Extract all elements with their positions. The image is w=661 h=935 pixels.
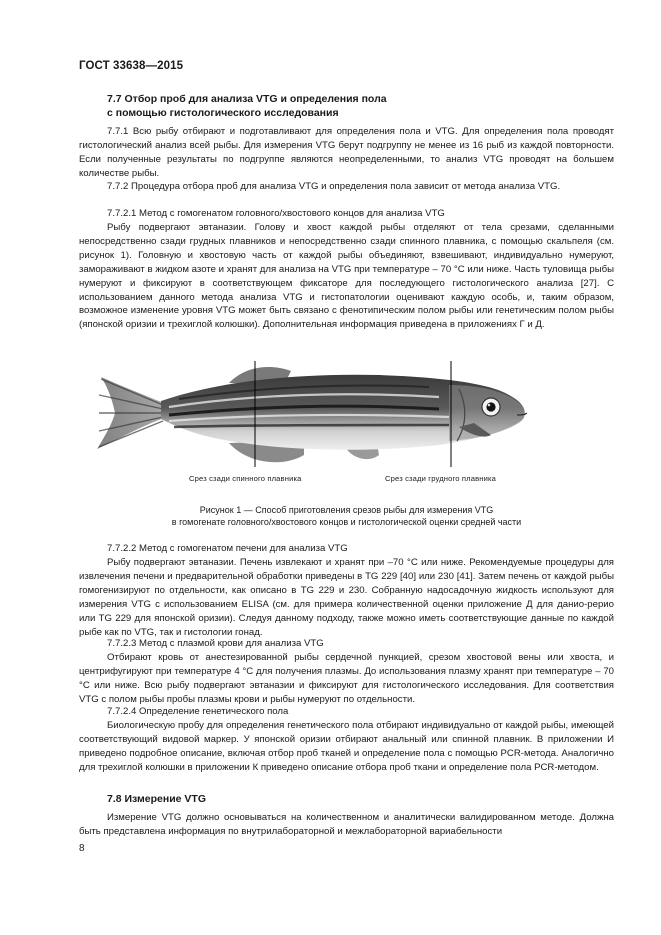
heading-7-7-2-3: 7.7.2.3 Метод с плазмой крови для анализа VTG (107, 638, 324, 649)
label-dorsal-cut: Срез сзади спинного плавника (189, 474, 302, 483)
paragraph-7-7-1: 7.7.1 Всю рыбу отбирают и подготавливают для определения пола и VTG. Для определения пола проводят гистологический анализ всей рыбы. Для измерения VTG берут подгруппу не менее из 16 рыб из каждой повторности. Если полученные результаты по подгруппе являются неопределенными, то анализ VTG проводят на большем количестве рыбы. (79, 126, 614, 179)
fish-illustration (79, 355, 614, 500)
section-title-7-8: 7.8 Измерение VTG (107, 793, 207, 805)
section-title-line-1: 7.7 Отбор проб для анализа VTG и определения пола (107, 93, 387, 105)
heading-7-7-2-4: 7.7.2.4 Определение генетического пола (107, 706, 289, 717)
label-pectoral-cut: Срез сзади грудного плавника (385, 474, 497, 483)
paragraph-7-8: Измерение VTG должно основываться на количественном и аналитически валидированном методе. Должна быть представлена информация по внутрилабораторной и межлабораторной вариабельности (79, 812, 614, 837)
figure-1 (79, 355, 614, 500)
page-number: 8 (79, 843, 85, 854)
paragraph-liver-method: Рыбу подвергают эвтаназии. Печень извлекают и хранят при –70 °С или ниже. Рекомендуемые процедуры для извлечения печени и предварительной обработки приведены в TG 229 [40] или 230 [41]. Затем печень от каждой рыбы гомогенизируют по отдельности, как описано в TG 229 и 230. Собранную надосадочную жидкость используют для измерения VTG с использованием ELISA (см. для примера количественной оценки приложение Д для данио-рерио или TG 229 для японской оризии). Следуя данному подходу, также можно иметь соответствующие данные по каждой рыбе как по VTG, так и гистологии гонад. (79, 557, 614, 638)
heading-7-7-2-1: 7.7.2.1 Метод с гомогенатом головного/хвостового концов для анализа VTG (107, 208, 445, 219)
paragraph-genetic-sex: Биологическую пробу для определения генетического пола отбирают индивидуально от каждой рыбы, имеющей соответствующий видовой маркер. У японской оризии отбирают анальный или спинной плавник. В приложении И приведено подробное описание, включая отбор проб тканей и определение пола с помощью PCR-метода. Аналогично для трехиглой колюшки в приложении К приведено описание отбора проб ткани и определение пола PCR-методом. (79, 720, 614, 773)
paragraph-plasma-method: Отбирают кровь от анестезированной рыбы сердечной пункцией, срезом хвостовой вены или хвоста, и центрифугируют при температуре 4 °С для получения плазмы. До использования плазму хранят при температуре – 70 °С или ниже. Всю рыбу подвергают эвтаназии и фиксируют для гистологического исследования. Для соответствия VTG с полом рыбы пробы плазмы крови и рыбы нумеруют по отдельности. (79, 652, 614, 705)
heading-7-7-2-2: 7.7.2.2 Метод с гомогенатом печени для анализа VTG (107, 543, 348, 554)
section-title-7-7 (107, 92, 607, 120)
caption-line-2: в гомогенате головного/хвостового концов и гистологической оценки средней части (171, 517, 522, 527)
figure-caption (79, 504, 614, 528)
caption-line-1: Рисунок 1 — Способ приготовления срезов рыбы для измерения VTG (199, 505, 494, 515)
paragraph-7-7-2: 7.7.2 Процедура отбора проб для анализа VTG и определения пола зависит от метода анализа VTG. (107, 181, 561, 192)
document-id: ГОСТ 33638—2015 (79, 60, 184, 72)
section-title-line-2: с помощью гистологического исследования (107, 107, 339, 119)
paragraph-head-tail-method: Рыбу подвергают эвтаназии. Голову и хвост каждой рыбы отделяют от тела срезами, сделанными непосредственно сзади грудных плавников и непосредственно сзади спинного плавника, с помощью скальпеля (см. рисунок 1). Головную и хвостовую часть от каждой рыбы объединяют, взвешивают, индивидуально нумеруют, замораживают в жидком азоте и хранят для анализа на VTG при температуре – 70 °С или ниже. Часть туловища рыбы нумеруют и фиксируют в соответствующем фиксаторе для последующего гистологического анализа [27]. С использованием данного метода анализа VTG и гистопатологии оценивают каждую особь, и, таким образом, возможное изменение уровня VTG может быть связано с фенотипическим полом рыбы или генетическим полом рыбы (японской оризии и трехиглой колюшки). Дополнительная информация приведена в приложениях Г и Д. (79, 222, 614, 331)
